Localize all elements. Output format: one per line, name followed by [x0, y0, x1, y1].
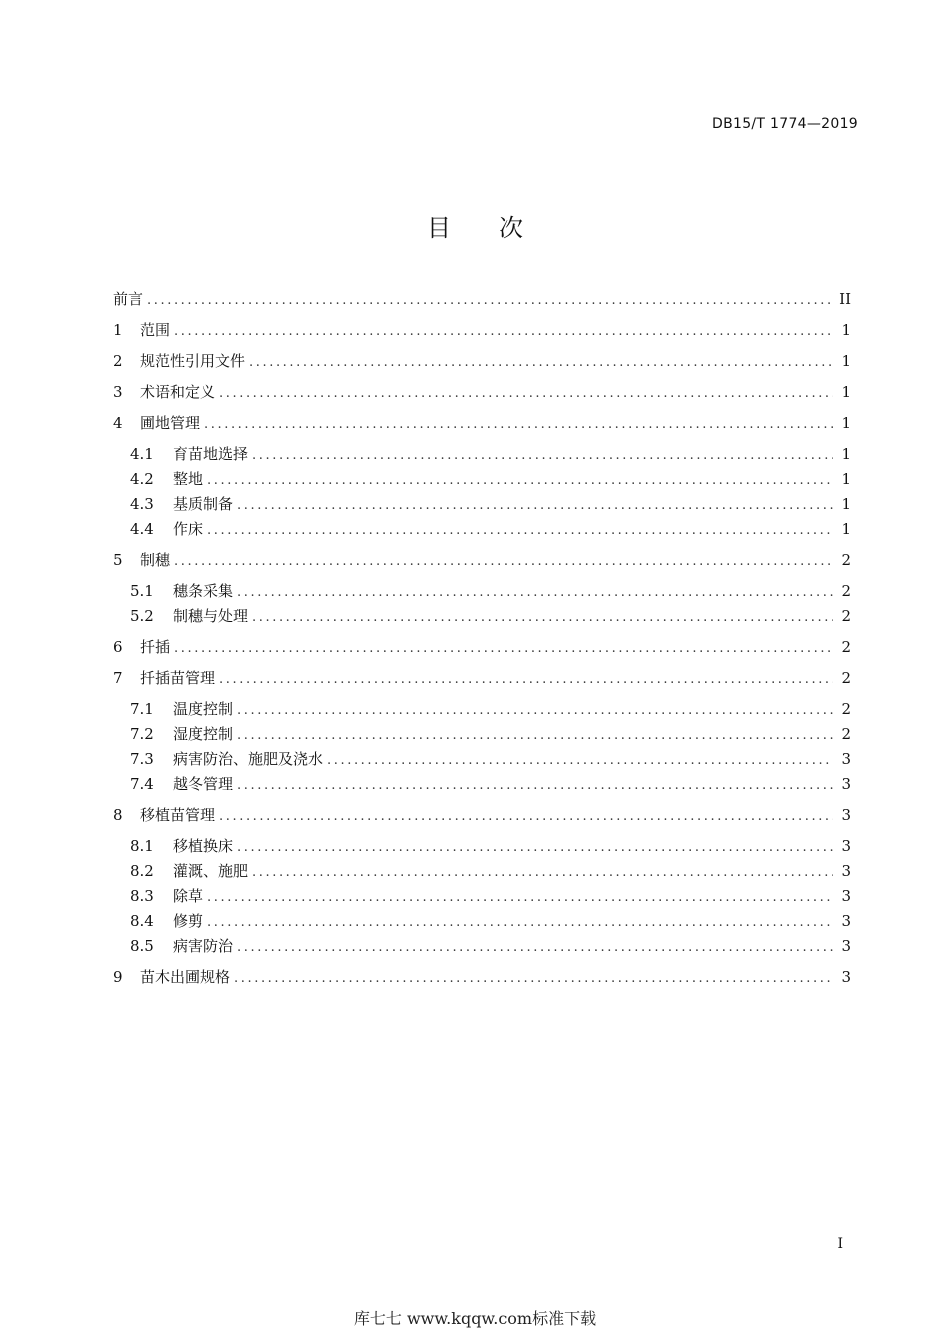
toc-entry[interactable]: [113, 909, 851, 934]
toc-entry-page: 2: [841, 551, 851, 569]
toc-entry-page: 2: [841, 638, 851, 656]
toc-entry-label: 温度控制: [173, 700, 234, 718]
toc-entry[interactable]: [113, 803, 851, 828]
toc-entry[interactable]: [113, 747, 851, 772]
toc-entry-label: 穗条采集: [173, 582, 234, 600]
toc-leader-dots: [252, 860, 833, 885]
toc-entry-number: 7: [113, 669, 123, 687]
toc-leader-dots: [234, 966, 833, 991]
toc-leader-dots: [219, 667, 833, 692]
toc-entry-label: 术语和定义: [140, 383, 216, 401]
toc-leader-dots: [174, 636, 833, 661]
toc-entry-page: 1: [841, 445, 851, 463]
toc-entry-number: 4.4: [130, 520, 154, 538]
toc-entry-page: 3: [841, 912, 851, 930]
toc-entry-number: 8.2: [130, 862, 154, 880]
toc-entry-label: 苗木出圃规格: [140, 968, 231, 986]
page-title: 目次: [427, 214, 571, 242]
toc-entry-label: 移植换床: [173, 837, 234, 855]
toc-entry-page: 2: [841, 582, 851, 600]
toc-leader-dots: [219, 381, 833, 406]
toc-entry-number: 8.5: [130, 937, 154, 955]
toc-leader-dots: [237, 493, 833, 518]
toc-leader-dots: [174, 549, 833, 574]
toc-leader-dots: [207, 885, 833, 910]
toc-entry-number: 3: [113, 383, 123, 401]
toc-entry-page: 3: [841, 750, 851, 768]
toc-leader-dots: [207, 910, 833, 935]
toc-entry-page: 1: [841, 352, 851, 370]
toc-leader-dots: [237, 698, 833, 723]
toc-entry-page: 1: [841, 470, 851, 488]
toc-entry-number: 8.3: [130, 887, 154, 905]
toc-entry[interactable]: [113, 287, 851, 312]
toc-entry-page: 3: [841, 968, 851, 986]
toc-entry[interactable]: [113, 834, 851, 859]
document-code: DB15/T 1774—2019: [712, 116, 858, 132]
toc-entry-label: 基质制备: [173, 495, 234, 513]
toc-entry[interactable]: [113, 467, 851, 492]
toc-entry-number: 4.2: [130, 470, 154, 488]
toc-entry-label: 越冬管理: [173, 775, 234, 793]
toc-leader-dots: [237, 723, 833, 748]
toc-entry[interactable]: [113, 666, 851, 691]
toc-leader-dots: [207, 468, 833, 493]
toc-entry-label: 制穗与处理: [173, 607, 249, 625]
toc-entry-number: 8.1: [130, 837, 154, 855]
toc-entry-page: 2: [841, 669, 851, 687]
toc-entry-page: 1: [841, 321, 851, 339]
toc-entry-page: 1: [841, 414, 851, 432]
toc-entry-number: 5: [113, 551, 123, 569]
toc-entry-page: 2: [841, 725, 851, 743]
toc-entry-number: 6: [113, 638, 123, 656]
toc-entry[interactable]: [113, 772, 851, 797]
page-number: I: [837, 1236, 843, 1252]
toc-leader-dots: [147, 288, 831, 313]
toc-entry-number: 4: [113, 414, 123, 432]
toc-entry-label: 移植苗管理: [140, 806, 216, 824]
toc-entry-number: 7.2: [130, 725, 154, 743]
toc-entry[interactable]: [113, 859, 851, 884]
toc-entry-number: 4.3: [130, 495, 154, 513]
toc-entry[interactable]: [113, 380, 851, 405]
toc-entry-page: 1: [841, 383, 851, 401]
toc-entry-label: 育苗地选择: [173, 445, 249, 463]
toc-entry-page: 3: [841, 806, 851, 824]
toc-entry-number: 8.4: [130, 912, 154, 930]
toc-entry-number: 9: [113, 968, 123, 986]
table-of-contents: [113, 287, 851, 990]
toc-leader-dots: [237, 580, 833, 605]
toc-entry-label: 扦插苗管理: [140, 669, 216, 687]
toc-entry-label: 修剪: [173, 912, 204, 930]
toc-entry-page: 1: [841, 520, 851, 538]
toc-entry-label: 除草: [173, 887, 204, 905]
toc-entry-number: 7.3: [130, 750, 154, 768]
toc-entry-page: II: [839, 290, 851, 308]
toc-entry-label: 病害防治: [173, 937, 234, 955]
toc-entry-label: 扦插: [140, 638, 171, 656]
toc-leader-dots: [237, 935, 833, 960]
toc-entry-page: 2: [841, 607, 851, 625]
toc-entry-number: 2: [113, 352, 123, 370]
toc-entry-number: 7.1: [130, 700, 154, 718]
toc-leader-dots: [252, 605, 833, 630]
toc-leader-dots: [219, 804, 833, 829]
toc-entry-number: 5.2: [130, 607, 154, 625]
toc-entry-label: 作床: [173, 520, 204, 538]
toc-entry-page: 3: [841, 887, 851, 905]
toc-leader-dots: [252, 443, 833, 468]
toc-entry-label: 圃地管理: [140, 414, 201, 432]
toc-entry-label: 病害防治、施肥及浇水: [173, 750, 324, 768]
toc-leader-dots: [174, 319, 833, 344]
toc-entry-number: 7.4: [130, 775, 154, 793]
toc-entry[interactable]: [113, 934, 851, 959]
toc-entry[interactable]: [113, 442, 851, 467]
toc-entry[interactable]: [113, 517, 851, 542]
toc-entry-page: 3: [841, 937, 851, 955]
toc-entry-label: 灌溉、施肥: [173, 862, 249, 880]
toc-entry-number: 5.1: [130, 582, 154, 600]
toc-leader-dots: [249, 350, 833, 375]
toc-entry-label: 前言: [113, 290, 144, 308]
toc-entry[interactable]: [113, 604, 851, 629]
toc-leader-dots: [207, 518, 833, 543]
toc-entry[interactable]: [113, 411, 851, 436]
toc-leader-dots: [237, 835, 833, 860]
toc-entry-page: 3: [841, 775, 851, 793]
toc-entry-label: 规范性引用文件: [140, 352, 246, 370]
toc-entry[interactable]: [113, 722, 851, 747]
toc-entry-label: 湿度控制: [173, 725, 234, 743]
toc-entry-label: 整地: [173, 470, 204, 488]
toc-entry[interactable]: [113, 548, 851, 573]
toc-entry-number: 1: [113, 321, 123, 339]
toc-entry-page: 1: [841, 495, 851, 513]
watermark-text: 库七七 www.kqqw.com标准下载: [353, 1309, 597, 1328]
toc-entry[interactable]: [113, 349, 851, 374]
toc-entry-page: 3: [841, 837, 851, 855]
toc-entry-number: 8: [113, 806, 123, 824]
toc-leader-dots: [327, 748, 833, 773]
toc-entry-label: 制穗: [140, 551, 171, 569]
toc-entry-label: 范围: [140, 321, 171, 339]
toc-entry[interactable]: [113, 635, 851, 660]
toc-entry[interactable]: [113, 697, 851, 722]
toc-entry[interactable]: [113, 579, 851, 604]
toc-entry-number: 4.1: [130, 445, 154, 463]
toc-entry-page: 2: [841, 700, 851, 718]
toc-entry[interactable]: [113, 318, 851, 343]
toc-entry[interactable]: [113, 884, 851, 909]
toc-entry[interactable]: [113, 492, 851, 517]
toc-leader-dots: [204, 412, 833, 437]
toc-leader-dots: [237, 773, 833, 798]
toc-entry-page: 3: [841, 862, 851, 880]
toc-entry[interactable]: [113, 965, 851, 990]
